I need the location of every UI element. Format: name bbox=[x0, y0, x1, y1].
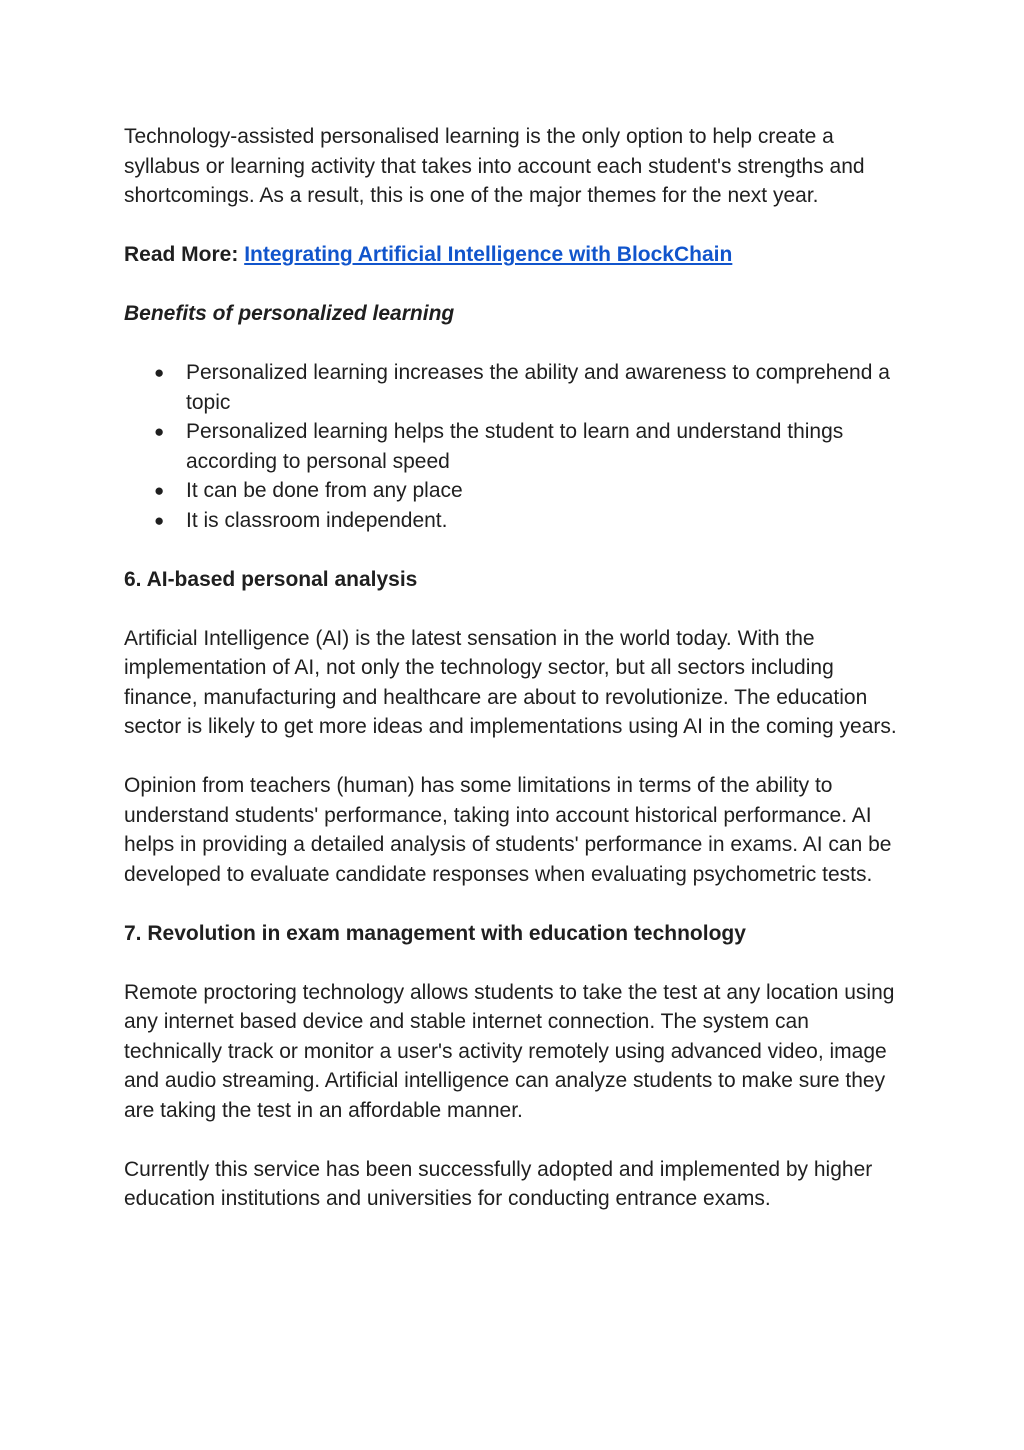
section-7-paragraph-1: Remote proctoring technology allows students to take the test at any location using any internet based device and stable internet connection. The system can technically track or monitor a user's activity remotely using advanced video, image and audio streaming. Artificial intelligence can analyze students to make sure they are taking the test in an affordable manner. bbox=[124, 980, 895, 1122]
read-more-line bbox=[124, 240, 900, 270]
section-6-paragraph-2: Opinion from teachers (human) has some limitations in terms of the ability to understand students' performance, taking into account historical performance. AI helps in providing a detailed analysis of students' performance in exams. AI can be developed to evaluate candidate responses when evaluating psychometric tests. bbox=[124, 774, 892, 886]
read-more-label: Read More: bbox=[124, 243, 239, 266]
read-more-link[interactable]: Integrating Artificial Intelligence with BlockChain bbox=[244, 243, 733, 266]
section-7-paragraph-2: Currently this service has been successfully adopted and implemented by higher education institutions and universities for conducting entrance exams. bbox=[124, 1157, 873, 1210]
section-6-paragraph-1: Artificial Intelligence (AI) is the latest sensation in the world today. With the implementation of AI, not only the technology sector, but all sectors including finance, manufacturing and healthcare are about to revolutionize. The education sector is likely to get more ideas and implementations using AI in the coming years. bbox=[124, 626, 897, 738]
intro-paragraph: Technology-assisted personalised learning is the only option to help create a syllabus or learning activity that takes into account each student's strengths and shortcomings. As a result, this is one of the major themes for the next year. bbox=[124, 125, 865, 207]
bullet-icon: ● bbox=[154, 422, 165, 441]
list-item-text: It is classroom independent. bbox=[186, 508, 448, 532]
benefits-heading: Benefits of personalized learning bbox=[124, 302, 455, 325]
list-item-text: Personalized learning helps the student to learn and understand things according to personal speed bbox=[186, 420, 844, 473]
list-item-text: Personalized learning increases the ability and awareness to comprehend a topic bbox=[186, 361, 890, 414]
bullet-icon: ● bbox=[154, 481, 165, 500]
document-page bbox=[124, 122, 900, 1243]
list-item bbox=[124, 476, 900, 506]
bullet-icon: ● bbox=[154, 510, 165, 530]
benefits-list bbox=[124, 358, 900, 535]
list-item bbox=[124, 506, 900, 536]
list-item bbox=[124, 417, 900, 476]
bullet-icon: ● bbox=[154, 363, 165, 382]
list-item bbox=[124, 358, 900, 417]
section-7-heading: 7. Revolution in exam management with education technology bbox=[124, 921, 746, 945]
list-item-text: It can be done from any place bbox=[186, 479, 463, 502]
section-6-heading: 6. AI-based personal analysis bbox=[124, 567, 418, 591]
